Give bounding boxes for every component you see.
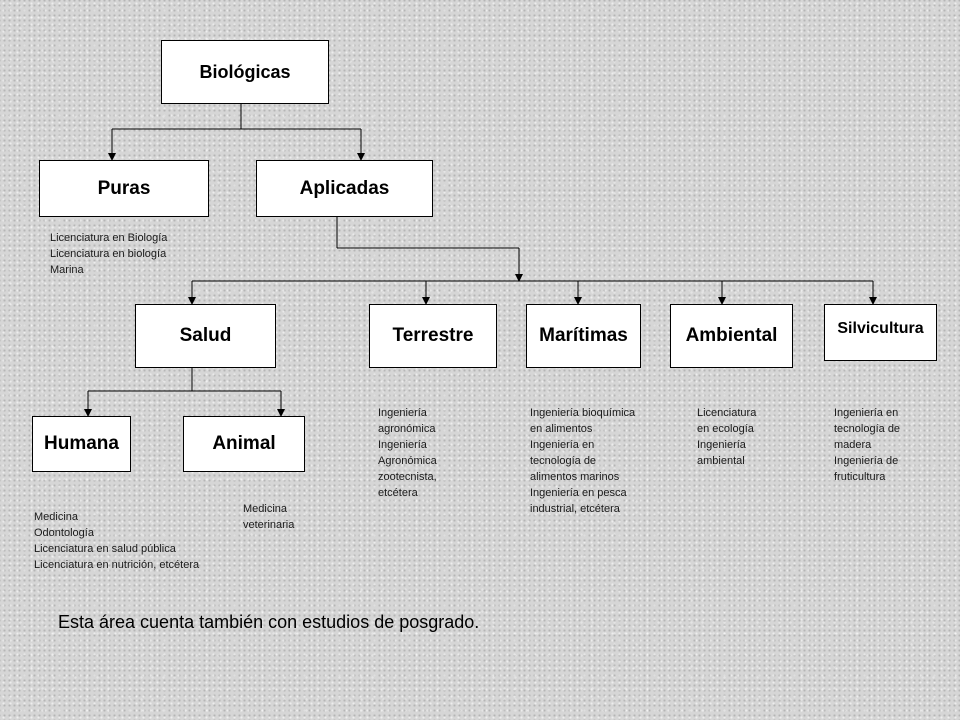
note-line: en ecología [697, 423, 754, 435]
note-humana [34, 509, 199, 573]
box-maritimas-label: Marítimas [539, 325, 628, 346]
note-line: madera [834, 439, 872, 451]
note-line: agronómica [378, 423, 436, 435]
box-terrestre [369, 304, 497, 368]
note-maritimas [530, 405, 635, 517]
note-animal [243, 501, 294, 533]
box-humana-label: Humana [44, 433, 119, 454]
note-line: zootecnista, [378, 471, 437, 483]
note-line: en alimentos [530, 423, 593, 435]
box-puras [39, 160, 209, 217]
note-line: fruticultura [834, 471, 886, 483]
box-biologicas-label: Biológicas [199, 61, 291, 82]
note-puras [50, 230, 167, 278]
note-line: Licenciatura en nutrición, etcétera [34, 559, 200, 571]
note-line: Licenciatura en salud pública [34, 543, 176, 555]
note-line: Licenciatura [697, 407, 757, 419]
note-terrestre [378, 405, 437, 501]
box-ambiental-label: Ambiental [685, 325, 778, 346]
box-maritimas [526, 304, 641, 368]
box-puras-label: Puras [97, 177, 151, 199]
note-line: Ingeniería bioquímica [530, 407, 636, 419]
box-animal [183, 416, 305, 472]
note-line: Agronómica [378, 455, 437, 467]
box-animal-label: Animal [212, 433, 276, 454]
note-line: Odontología [34, 527, 94, 539]
note-line: Marina [50, 264, 84, 276]
note-line: tecnología de [834, 423, 901, 435]
note-line: tecnología de [530, 455, 597, 467]
note-line: Ingeniería de [834, 455, 899, 467]
note-ambiental [697, 405, 756, 469]
note-silvicultura [834, 405, 900, 485]
box-silvicultura-label: Silvicultura [837, 320, 924, 337]
note-line: Medicina [34, 511, 79, 523]
note-line: industrial, etcétera [530, 503, 620, 515]
box-silvicultura [824, 304, 937, 361]
box-biologicas [161, 40, 329, 104]
note-line: Medicina [243, 503, 288, 515]
note-line: ambiental [697, 455, 745, 467]
box-aplicadas [256, 160, 433, 217]
note-line: Licenciatura en biología [50, 248, 167, 260]
box-terrestre-label: Terrestre [392, 325, 474, 346]
note-line: Ingeniería en pesca [530, 487, 627, 499]
note-line: Ingeniería [378, 439, 427, 451]
box-salud [135, 304, 276, 368]
box-salud-label: Salud [179, 325, 232, 346]
note-line: etcétera [378, 487, 418, 499]
note-line: Ingeniería [378, 407, 427, 419]
note-line: Ingeniería en [530, 439, 595, 451]
note-line: veterinaria [243, 519, 295, 531]
footer-note: Esta área cuenta también con estudios de posgrado. [58, 612, 480, 632]
note-line: Licenciatura en Biología [50, 232, 168, 244]
box-humana [32, 416, 131, 472]
note-line: Ingeniería en [834, 407, 899, 419]
note-line: Ingeniería [697, 439, 746, 451]
note-line: alimentos marinos [530, 471, 620, 483]
box-aplicadas-label: Aplicadas [299, 177, 390, 199]
box-ambiental [670, 304, 793, 368]
